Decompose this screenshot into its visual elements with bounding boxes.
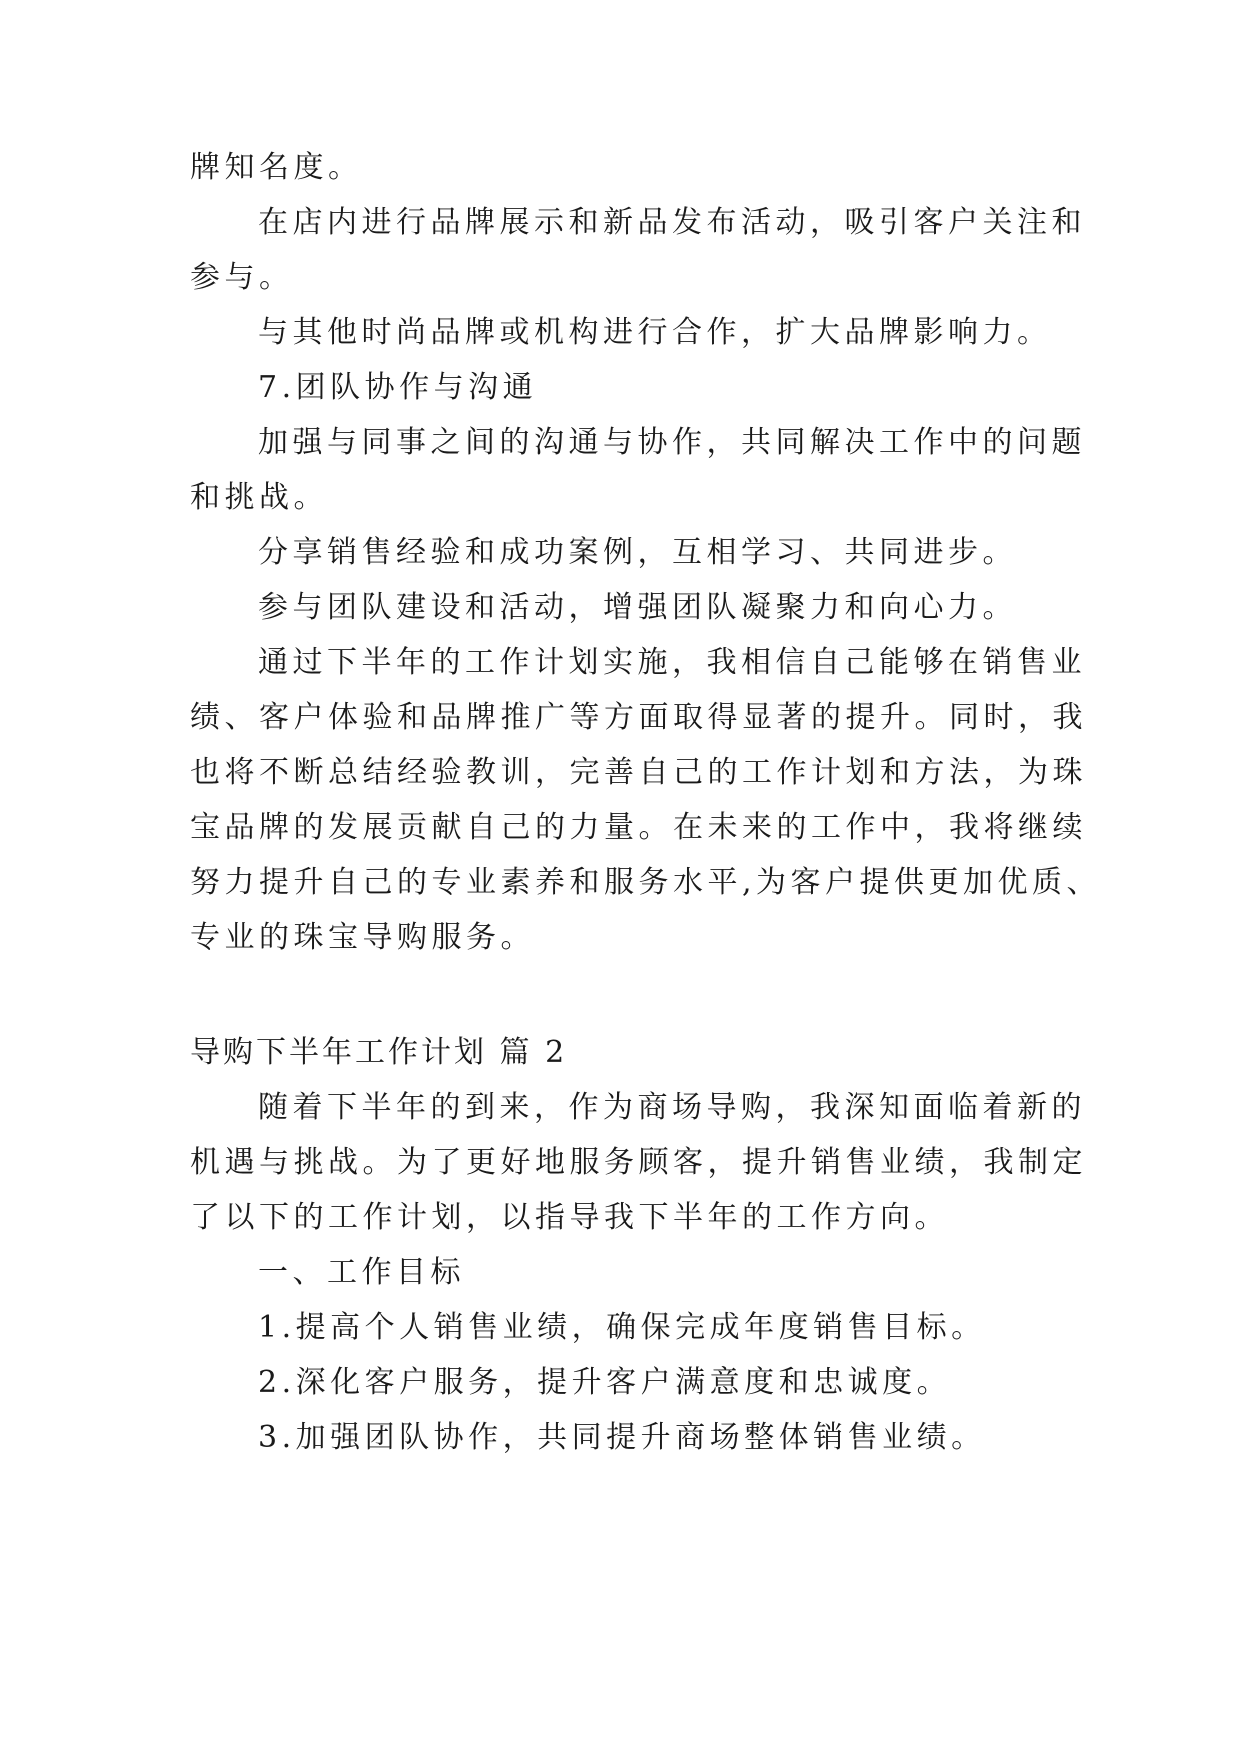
section-heading: 一、工作目标 <box>258 1255 465 1290</box>
list-item: 2.深化客户服务，提升客户满意度和忠诚度。 <box>258 1365 952 1400</box>
paragraph-line: 宝品牌的发展贡献自己的力量。在未来的工作中，我将继续 <box>190 810 1087 845</box>
paragraph-line: 专业的珠宝导购服务。 <box>190 920 535 955</box>
paragraph-line: 随着下半年的到来，作为商场导购，我深知面临着新的 <box>258 1090 1086 1125</box>
paragraph-line: 参与团队建设和活动，增强团队凝聚力和向心力。 <box>258 590 1017 625</box>
paragraph-line: 绩、客户体验和品牌推广等方面取得显著的提升。同时，我 <box>190 700 1087 735</box>
paragraph-line: 在店内进行品牌展示和新品发布活动，吸引客户关注和 <box>258 205 1086 240</box>
paragraph-line: 加强与同事之间的沟通与协作，共同解决工作中的问题 <box>258 425 1086 460</box>
paragraph-line: 与其他时尚品牌或机构进行合作，扩大品牌影响力。 <box>258 315 1052 350</box>
paragraph-line: 通过下半年的工作计划实施，我相信自己能够在销售业 <box>258 645 1086 680</box>
section-title: 导购下半年工作计划 篇 2 <box>190 1035 568 1070</box>
list-item: 1.提高个人销售业绩，确保完成年度销售目标。 <box>258 1310 986 1345</box>
paragraph-line: 也将不断总结经验教训，完善自己的工作计划和方法，为珠 <box>190 755 1087 790</box>
paragraph-line: 参与。 <box>190 260 294 295</box>
paragraph-line: 努力提升自己的专业素养和服务水平,为客户提供更加优质、 <box>190 865 1102 900</box>
paragraph-line: 牌知名度。 <box>190 150 363 185</box>
paragraph-line: 机遇与挑战。为了更好地服务顾客，提升销售业绩，我制定 <box>190 1145 1087 1180</box>
paragraph-line: 分享销售经验和成功案例，互相学习、共同进步。 <box>258 535 1017 570</box>
paragraph-line: 和挑战。 <box>190 480 328 515</box>
list-item: 3.加强团队协作，共同提升商场整体销售业绩。 <box>258 1420 986 1455</box>
section-heading: 7.团队协作与沟通 <box>258 370 538 405</box>
paragraph-line: 了以下的工作计划，以指导我下半年的工作方向。 <box>190 1200 949 1235</box>
